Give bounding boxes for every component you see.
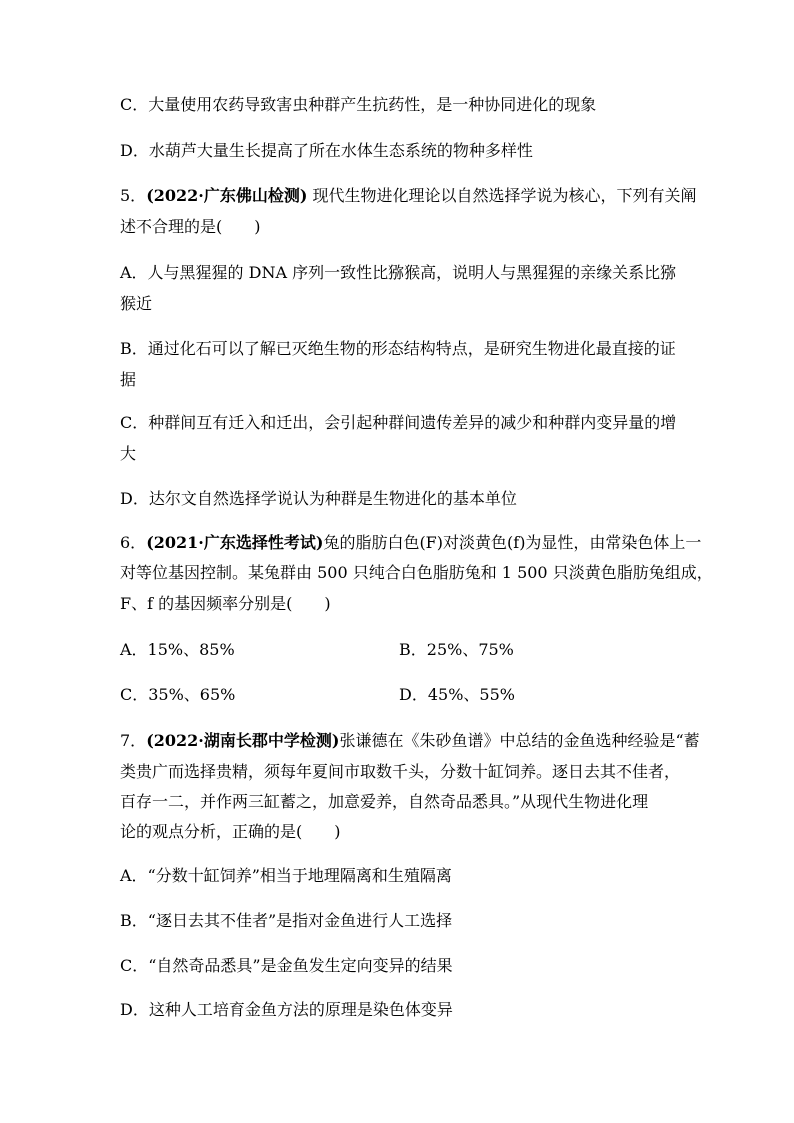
- q6-option-d: D．45%、55%: [399, 685, 515, 704]
- q5-option-b-line-2: 据: [120, 370, 137, 389]
- q5-option-c-line-2: 大: [120, 444, 137, 463]
- q4-option-c: C．大量使用农药导致害虫种群产生抗药性，是一种协同进化的现象: [120, 95, 597, 114]
- q6-stem-line-1: [120, 533, 701, 553]
- q7-stem-text: 张谦德在《朱砂鱼谱》中总结的金鱼选种经验是“蓄: [339, 731, 700, 750]
- q7-source: (2022·湖南长郡中学检测): [146, 731, 340, 750]
- q7-stem-line-1: [120, 731, 700, 751]
- q5-option-d: D．达尔文自然选择学说认为种群是生物进化的基本单位: [120, 489, 517, 508]
- q5-option-c-line-1: C．种群间互有迁入和迁出，会引起种群间遗传差异的减少和种群内变异量的增: [120, 413, 677, 432]
- q7-stem-line-3: 百存一二，并作两三缸蓄之，加意爱养，自然奇品悉具。”从现代生物进化理: [120, 792, 649, 811]
- q5-option-b-line-1: B．通过化石可以了解已灭绝生物的形态结构特点，是研究生物进化最直接的证: [120, 339, 676, 358]
- q5-source: (2022·广东佛山检测): [146, 186, 308, 205]
- q7-option-a: A．“分数十缸饲养”相当于地理隔离和生殖隔离: [120, 866, 452, 885]
- q5-stem-text: 现代生物进化理论以自然选择学说为核心，下列有关阐: [307, 186, 697, 205]
- q6-stem-line-2: 对等位基因控制。某兔群由 500 只纯合白色脂肪兔和 1 500 只淡黄色脂肪兔组成，: [120, 563, 713, 582]
- q7-option-d: D．这种人工培育金鱼方法的原理是染色体变异: [120, 1000, 453, 1019]
- q4-option-d: D．水葫芦大量生长提高了所在水体生态系统的物种多样性: [120, 141, 533, 160]
- q7-option-c: C．“自然奇品悉具”是金鱼发生定向变异的结果: [120, 956, 453, 975]
- q7-number: 7．: [120, 731, 147, 750]
- q6-option-c: C．35%、65%: [120, 685, 236, 704]
- q5-option-a-line-1: A．人与黑猩猩的 DNA 序列一致性比猕猴高，说明人与黑猩猩的亲缘关系比猕: [120, 263, 677, 282]
- q5-number: 5．: [120, 186, 147, 205]
- q6-source: (2021·广东选择性考试): [146, 533, 324, 552]
- q6-option-a: A．15%、85%: [120, 640, 235, 659]
- q6-number: 6．: [120, 533, 147, 552]
- q7-option-b: B．“逐日去其不佳者”是指对金鱼进行人工选择: [120, 911, 453, 930]
- q5-stem-line-1: [120, 186, 697, 206]
- q7-stem-line-4: 论的观点分析，正确的是( ): [120, 822, 341, 841]
- q6-stem-text: 兔的脂肪白色(F)对淡黄色(f)为显性，由常染色体上一: [323, 533, 702, 552]
- q6-option-b: B．25%、75%: [399, 640, 514, 659]
- q5-stem-line-2: 述不合理的是( ): [120, 217, 261, 236]
- q6-stem-line-3: F、f 的基因频率分别是( ): [120, 594, 331, 613]
- q7-stem-line-2: 类贵广而选择贵精，须每年夏间市取数千头，分数十缸饲养。逐日去其不佳者，: [120, 762, 681, 781]
- q5-option-a-line-2: 猴近: [120, 294, 153, 313]
